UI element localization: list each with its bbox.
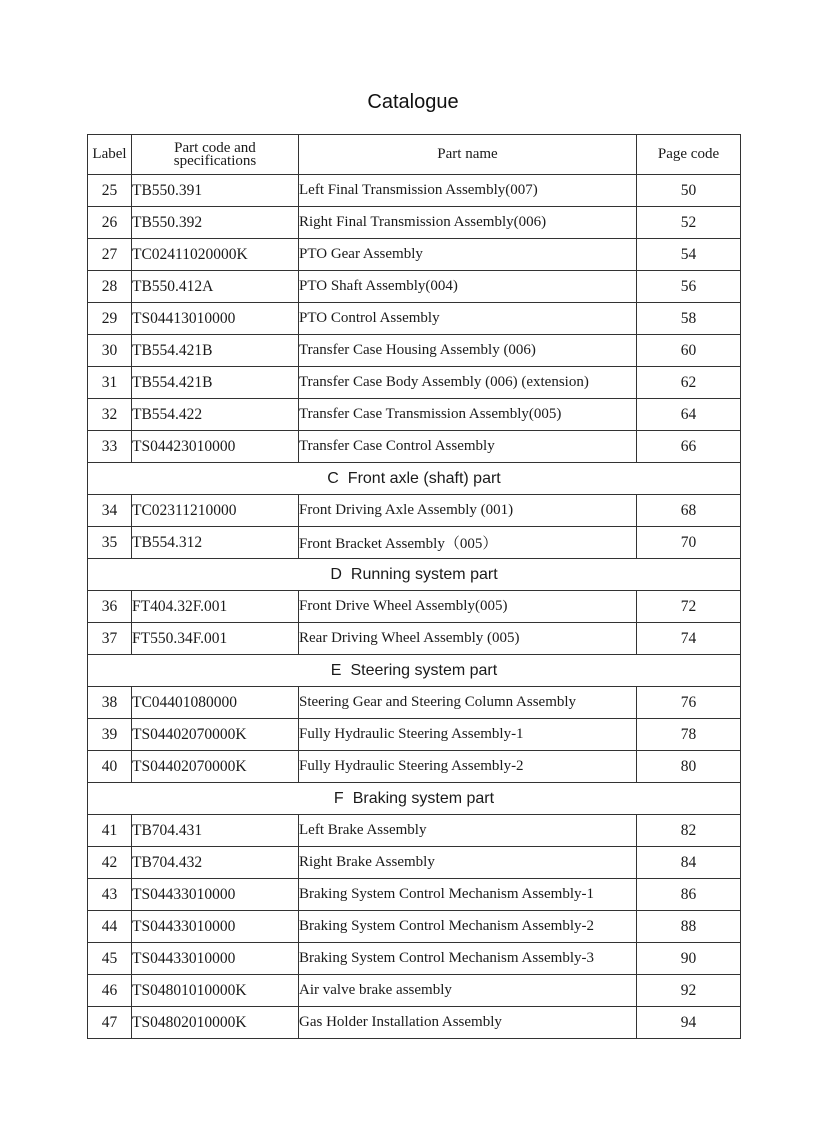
table-row (88, 335, 741, 367)
row-part-code: FT550.34F.001 (132, 623, 299, 655)
row-page-code: 92 (637, 975, 741, 1007)
row-page-code: 70 (637, 527, 741, 559)
row-part-name: Transfer Case Housing Assembly (006) (299, 335, 637, 367)
table-row (88, 399, 741, 431)
table-row (88, 815, 741, 847)
table-row (88, 495, 741, 527)
row-part-code: TS04433010000 (132, 943, 299, 975)
table-row (88, 367, 741, 399)
table-row (88, 879, 741, 911)
table-row (88, 207, 741, 239)
row-label: 46 (88, 975, 132, 1007)
row-part-name: Fully Hydraulic Steering Assembly-2 (299, 751, 637, 783)
section-heading (88, 559, 741, 591)
row-page-code: 90 (637, 943, 741, 975)
row-part-name: Fully Hydraulic Steering Assembly-1 (299, 719, 637, 751)
row-page-code: 74 (637, 623, 741, 655)
row-page-code: 76 (637, 687, 741, 719)
row-label: 29 (88, 303, 132, 335)
section-row (88, 783, 741, 815)
row-label: 39 (88, 719, 132, 751)
section-title: Braking system part (352, 789, 495, 807)
row-page-code: 50 (637, 175, 741, 207)
row-part-name: Air valve brake assembly (299, 975, 637, 1007)
row-page-code: 72 (637, 591, 741, 623)
section-title: Steering system part (350, 661, 498, 679)
row-part-code: TB550.392 (132, 207, 299, 239)
row-part-code: TS04423010000 (132, 431, 299, 463)
row-label: 36 (88, 591, 132, 623)
row-part-code: TS04413010000 (132, 303, 299, 335)
row-part-code: TB554.421B (132, 335, 299, 367)
table-row (88, 943, 741, 975)
header-part-code-line1: Part code and (174, 139, 256, 156)
table-header-row (88, 135, 741, 175)
row-part-name: Right Brake Assembly (299, 847, 637, 879)
section-heading (88, 783, 741, 815)
row-label: 28 (88, 271, 132, 303)
row-part-code: TS04433010000 (132, 911, 299, 943)
header-page-code: Page code (637, 135, 741, 175)
catalogue-body (88, 175, 741, 1039)
row-part-name: PTO Control Assembly (299, 303, 637, 335)
table-row (88, 847, 741, 879)
row-page-code: 60 (637, 335, 741, 367)
header-part-code-line2: specifications (173, 152, 257, 169)
row-part-name: Front Bracket Assembly（005） (299, 527, 637, 559)
row-part-name: Left Brake Assembly (299, 815, 637, 847)
section-heading (88, 655, 741, 687)
row-part-name: Steering Gear and Steering Column Assembly (299, 687, 637, 719)
row-part-code: TS04402070000K (132, 719, 299, 751)
row-page-code: 66 (637, 431, 741, 463)
row-part-code: TC02411020000K (132, 239, 299, 271)
header-label: Label (88, 135, 132, 175)
page-title: Catalogue (367, 91, 459, 113)
row-part-name: Braking System Control Mechanism Assembly-3 (299, 943, 637, 975)
row-label: 38 (88, 687, 132, 719)
row-part-code: TB704.432 (132, 847, 299, 879)
row-part-code: TB704.431 (132, 815, 299, 847)
row-page-code: 82 (637, 815, 741, 847)
table-row (88, 1007, 741, 1039)
table-row (88, 975, 741, 1007)
row-label: 32 (88, 399, 132, 431)
row-part-code: TC02311210000 (132, 495, 299, 527)
row-label: 26 (88, 207, 132, 239)
catalogue-table (87, 134, 741, 1039)
row-part-name: Right Final Transmission Assembly(006) (299, 207, 637, 239)
section-row (88, 655, 741, 687)
row-part-name: Rear Driving Wheel Assembly (005) (299, 623, 637, 655)
header-part-name: Part name (299, 135, 637, 175)
row-part-name: Transfer Case Transmission Assembly(005) (299, 399, 637, 431)
section-row (88, 463, 741, 495)
row-label: 43 (88, 879, 132, 911)
row-page-code: 94 (637, 1007, 741, 1039)
row-part-code: TB554.422 (132, 399, 299, 431)
section-title: Running system part (350, 565, 498, 583)
row-page-code: 78 (637, 719, 741, 751)
row-part-code: TB554.421B (132, 367, 299, 399)
row-part-name: Transfer Case Control Assembly (299, 431, 637, 463)
row-page-code: 62 (637, 367, 741, 399)
row-part-code: TS04801010000K (132, 975, 299, 1007)
row-label: 45 (88, 943, 132, 975)
row-label: 40 (88, 751, 132, 783)
table-row (88, 751, 741, 783)
table-row (88, 303, 741, 335)
row-part-code: TC04401080000 (132, 687, 299, 719)
table-row (88, 527, 741, 559)
row-part-name: Gas Holder Installation Assembly (299, 1007, 637, 1039)
row-page-code: 52 (637, 207, 741, 239)
section-letter: D (330, 565, 342, 583)
row-part-code: TB554.312 (132, 527, 299, 559)
row-part-name: Left Final Transmission Assembly(007) (299, 175, 637, 207)
row-label: 31 (88, 367, 132, 399)
table-row (88, 239, 741, 271)
row-label: 35 (88, 527, 132, 559)
row-page-code: 80 (637, 751, 741, 783)
table-row (88, 719, 741, 751)
table-row (88, 175, 741, 207)
row-label: 30 (88, 335, 132, 367)
row-page-code: 58 (637, 303, 741, 335)
row-part-code: TB550.391 (132, 175, 299, 207)
table-row (88, 623, 741, 655)
row-part-name: PTO Shaft Assembly(004) (299, 271, 637, 303)
row-label: 34 (88, 495, 132, 527)
row-label: 25 (88, 175, 132, 207)
row-label: 41 (88, 815, 132, 847)
section-letter: E (330, 661, 342, 679)
table-row (88, 271, 741, 303)
header-part-code (132, 135, 299, 175)
row-label: 42 (88, 847, 132, 879)
row-part-code: TS04402070000K (132, 751, 299, 783)
row-page-code: 56 (637, 271, 741, 303)
row-part-name: PTO Gear Assembly (299, 239, 637, 271)
row-part-name: Braking System Control Mechanism Assembly-2 (299, 911, 637, 943)
row-label: 44 (88, 911, 132, 943)
row-page-code: 84 (637, 847, 741, 879)
row-page-code: 64 (637, 399, 741, 431)
row-label: 47 (88, 1007, 132, 1039)
table-row (88, 591, 741, 623)
section-heading (88, 463, 741, 495)
row-part-name: Transfer Case Body Assembly (006) (extension) (299, 367, 637, 399)
row-part-name: Front Drive Wheel Assembly(005) (299, 591, 637, 623)
table-row (88, 911, 741, 943)
row-page-code: 88 (637, 911, 741, 943)
row-part-code: TS04802010000K (132, 1007, 299, 1039)
row-part-code: TS04433010000 (132, 879, 299, 911)
row-label: 33 (88, 431, 132, 463)
row-part-code: FT404.32F.001 (132, 591, 299, 623)
row-page-code: 68 (637, 495, 741, 527)
section-letter: C (327, 469, 339, 487)
row-part-name: Front Driving Axle Assembly (001) (299, 495, 637, 527)
row-part-name: Braking System Control Mechanism Assembly-1 (299, 879, 637, 911)
table-row (88, 431, 741, 463)
row-part-code: TB550.412A (132, 271, 299, 303)
row-page-code: 86 (637, 879, 741, 911)
row-page-code: 54 (637, 239, 741, 271)
section-title: Front axle (shaft) part (347, 469, 501, 487)
section-row (88, 559, 741, 591)
table-row (88, 687, 741, 719)
row-label: 27 (88, 239, 132, 271)
section-letter: F (333, 789, 344, 807)
row-label: 37 (88, 623, 132, 655)
